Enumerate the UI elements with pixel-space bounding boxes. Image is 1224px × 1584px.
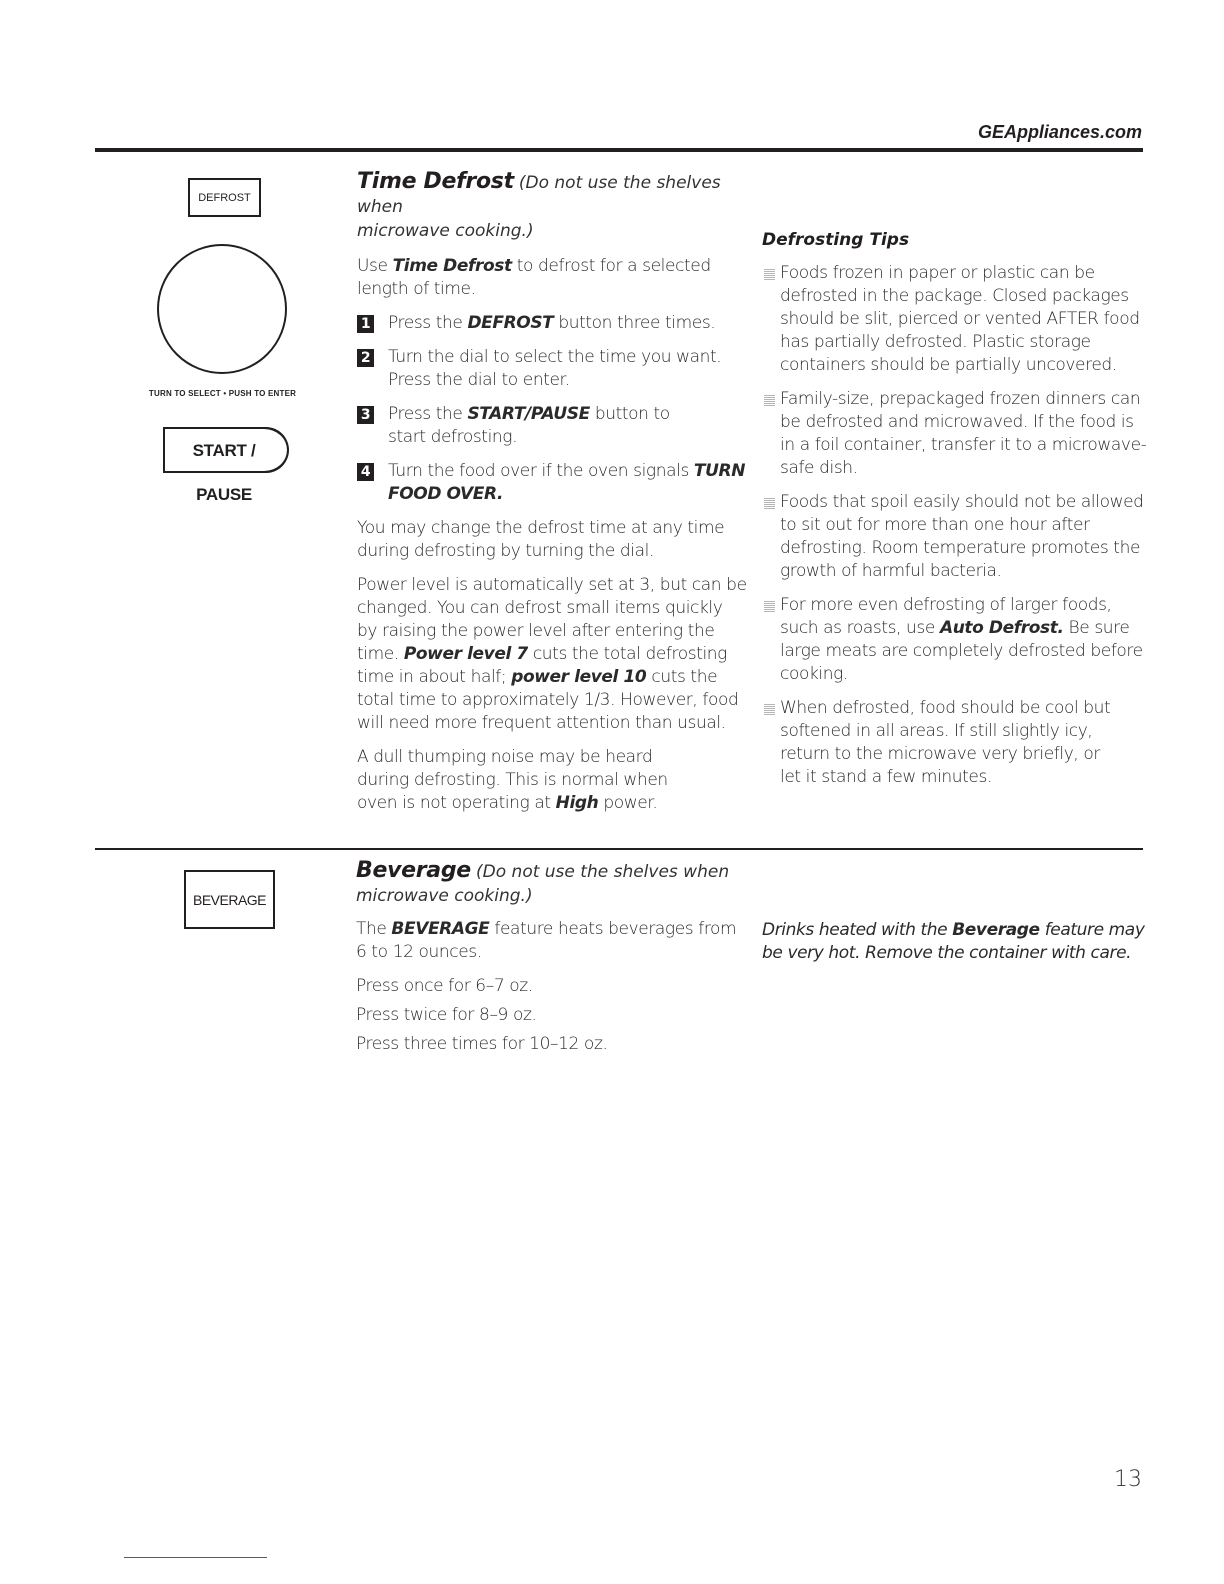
- section-title-note-cont: microwave cooking.): [356, 886, 533, 906]
- tip-item: Foods frozen in paper or plastic can be defrosted in the package. Closed packages should be slit, pierced or vented AFTER food has partially defrosted. Plastic storage containers should be partially uncovered.: [762, 262, 1147, 377]
- selector-dial: [157, 244, 287, 374]
- power-level-paragraph: Power level is automatically set at 3, but can be changed. You can defrost small items quickly by raising the power level after entering the time. Power level 7 cuts the total defrosting time in about half; power level 10 cuts the total time to approximately 1/3. However, food will need more frequent attention than usual.: [357, 575, 747, 733]
- intro-paragraph: Use Time Defrost to defrost for a selected length of time.: [357, 256, 711, 299]
- step-3: 3 Press the START/PAUSE button to start defrosting.: [357, 403, 747, 449]
- step-number-badge: 3: [357, 406, 374, 424]
- header-rule: [95, 148, 1143, 152]
- beverage-section: [356, 859, 751, 1056]
- beverage-caution: Drinks heated with the Beverage feature may be very hot. Remove the container with care.: [762, 920, 1145, 963]
- beverage-line: Press twice for 8–9 oz.: [356, 1005, 537, 1025]
- section-title-note: (Do not use the shelves when: [476, 862, 730, 882]
- step-number-badge: 2: [357, 349, 374, 367]
- step-number-badge: 1: [357, 315, 374, 333]
- step-1: 1 Press the DEFROST button three times.: [357, 312, 747, 335]
- start-pause-button: [163, 427, 287, 504]
- footer-link-line: [124, 1557, 267, 1558]
- noise-paragraph: A dull thumping noise may be heard during defrosting. This is normal when oven is not operating at High power.: [357, 747, 668, 813]
- beverage-button: BEVERAGE: [184, 870, 275, 929]
- step-2: 2 Turn the dial to select the time you want. Press the dial to enter.: [357, 346, 747, 392]
- intro-paragraph: The BEVERAGE feature heats beverages from 6 to 12 ounces.: [356, 919, 737, 962]
- beverage-line: Press three times for 10–12 oz.: [356, 1034, 608, 1054]
- section-title: Time Defrost: [357, 169, 514, 194]
- bullet-icon: [764, 395, 775, 406]
- defrost-button: DEFROST: [188, 178, 261, 217]
- bullet-icon: [764, 269, 775, 280]
- tip-item: Foods that spoil easily should not be allowed to sit out for more than one hour after defrosting. Room temperature promotes the growth of harmful bacteria.: [762, 491, 1147, 583]
- bullet-icon: [764, 704, 775, 715]
- tips-heading: Defrosting Tips: [762, 230, 910, 250]
- site-url: GEAppliances.com: [977, 122, 1142, 142]
- start-pause-label: START / PAUSE: [192, 441, 256, 504]
- section-title-note: (Do not use the shelves when: [357, 173, 721, 217]
- page-number: 13: [1114, 1467, 1142, 1492]
- section-title-note-cont: microwave cooking.): [357, 221, 534, 241]
- tip-item: For more even defrosting of larger foods, such as roasts, use Auto Defrost. Be sure large meats are completely defrosted before cooking.: [762, 594, 1147, 686]
- dial-caption: TURN TO SELECT • PUSH TO ENTER: [148, 389, 297, 398]
- section-divider: [95, 848, 1143, 850]
- beverage-line: Press once for 6–7 oz.: [356, 976, 533, 996]
- change-time-paragraph: You may change the defrost time at any time during defrosting by turning the dial.: [357, 518, 725, 561]
- bullet-icon: [764, 498, 775, 509]
- bullet-icon: [764, 601, 775, 612]
- section-title: Beverage: [356, 858, 471, 883]
- step-4: 4 Turn the food over if the oven signals TURN FOOD OVER.: [357, 460, 747, 506]
- tip-item: When defrosted, food should be cool but softened in all areas. If still slightly icy, return to the microwave very briefly, or let it stand a few minutes.: [762, 697, 1147, 789]
- step-number-badge: 4: [357, 463, 374, 481]
- defrosting-tips: [762, 230, 1147, 789]
- time-defrost-section: [357, 170, 747, 815]
- tip-item: Family-size, prepackaged frozen dinners can be defrosted and microwaved. If the food is in a foil container, transfer it to a microwave-safe dish.: [762, 388, 1147, 480]
